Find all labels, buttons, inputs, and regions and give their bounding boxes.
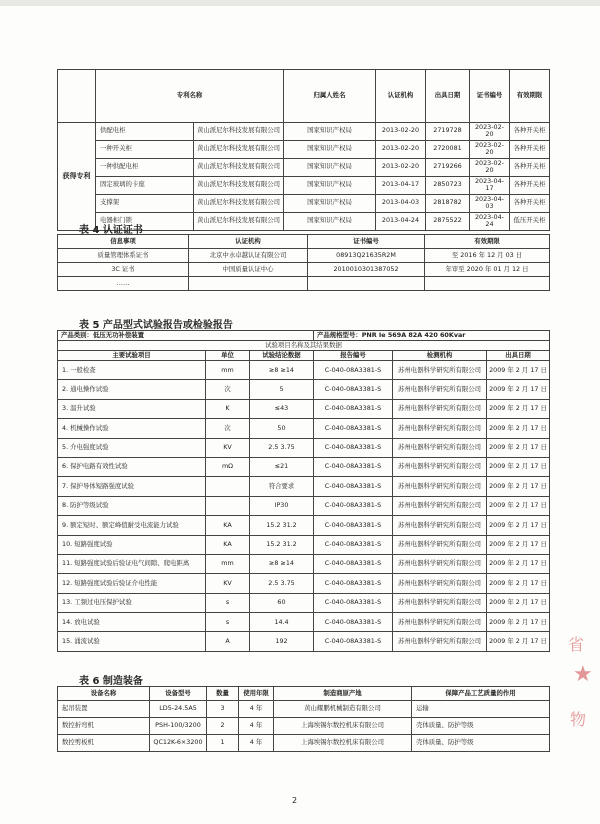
t5-cell: 苏州电器科学研究所有限公司: [393, 535, 487, 554]
patent-cell: 黄山派尼尔科技发展有限公司: [194, 140, 284, 158]
t5-row: [58, 361, 550, 380]
t6-header-cell: 数量: [207, 687, 239, 701]
t5-cell: 5. 介电强度试验: [58, 438, 206, 457]
t5-cell: ≤43: [250, 399, 314, 418]
t4-cell: [308, 277, 425, 291]
t6-cell: 数控剪板机: [58, 735, 150, 752]
t6-header-cell: 使用年限: [239, 687, 274, 701]
t5-header-cell: 主要试验项目: [58, 351, 206, 361]
t5-header-cell: 出具日期: [487, 351, 550, 361]
top-scan-edge: [0, 0, 600, 6]
t6-row: [58, 718, 550, 735]
patent-header-row: [58, 70, 550, 123]
t5-cell: 2.5 3.75: [250, 438, 314, 457]
patent-cell: 各种开关柜: [510, 140, 550, 158]
t5-row: [58, 496, 550, 515]
t4-row: [58, 263, 550, 277]
t5-cell: C-040-08A3381-S: [314, 399, 393, 418]
t5-cell: 2009 年 2 月 17 日: [487, 593, 550, 612]
t5-row: [58, 380, 550, 399]
t5-cell: C-040-08A3381-S: [314, 457, 393, 476]
t6-header-cell: 制造商原产地: [274, 687, 412, 701]
t5-cell: 次: [206, 380, 250, 399]
patent-cell: 国家知识产权局: [284, 140, 376, 158]
t5-cell: C-040-08A3381-S: [314, 574, 393, 593]
t5-cell: s: [206, 613, 250, 632]
t5-cell: 苏州电器科学研究所有限公司: [393, 477, 487, 496]
t5-cell: 60: [250, 593, 314, 612]
t5-cell: 14.4: [250, 613, 314, 632]
patent-cell: 供配电柜: [96, 122, 194, 140]
t6-cell: 运输: [412, 701, 550, 718]
t5-cell: 8. 防护等级试验: [58, 496, 206, 515]
t5-row: [58, 593, 550, 612]
t5-cell: 苏州电器科学研究所有限公司: [393, 613, 487, 632]
patent-cell: 2720081: [426, 140, 470, 158]
seal-stamp-char-2: 物: [570, 710, 587, 729]
t5-cell: 15.2 31.2: [250, 516, 314, 535]
t4-cell: 北京中水卓越认证有限公司: [189, 249, 308, 263]
t5-cell: C-040-08A3381-S: [314, 438, 393, 457]
patent-cell: 黄山派尼尔科技发展有限公司: [194, 194, 284, 212]
t5-cell: mm: [206, 554, 250, 573]
patent-cell: 一种供配电柜: [96, 158, 194, 176]
t4-row: [58, 277, 550, 291]
t6-cell: 壳体质量、防护等级: [412, 735, 550, 752]
patent-cell: 国家知识产权局: [284, 194, 376, 212]
t5-cell: 9. 额定短时、额定峰值耐受电流能力试验: [58, 516, 206, 535]
t5-cell: 2009 年 2 月 17 日: [487, 632, 550, 651]
patent-header-cell: 证书编号: [470, 70, 510, 123]
t5-header-cell: 单位: [206, 351, 250, 361]
t5-cell: 1. 一般检查: [58, 361, 206, 380]
patent-cell: 各种开关柜: [510, 176, 550, 194]
t4-header-cell: 有效期限: [425, 235, 550, 249]
t5-cell: 苏州电器科学研究所有限公司: [393, 593, 487, 612]
t5-cell: 10. 短路强度试验: [58, 535, 206, 554]
t5-row: [58, 554, 550, 573]
t5-cell: A: [206, 632, 250, 651]
patent-cell: 各种开关柜: [510, 122, 550, 140]
table5-title: 表 5 产品型式试验报告或检验报告: [79, 320, 233, 331]
patent-cell: 2875522: [426, 212, 470, 230]
patent-cell: 2023-02-20: [470, 158, 510, 176]
patent-cell: 黄山派尼尔科技发展有限公司: [194, 176, 284, 194]
t5-cell: 5: [250, 380, 314, 399]
t5-cell: mΩ: [206, 457, 250, 476]
t5-cell: C-040-08A3381-S: [314, 516, 393, 535]
t5-cell: 6. 保护电路有效性试验: [58, 457, 206, 476]
patent-category-cell: 获得专利: [58, 122, 96, 230]
t5-cell: 3. 温升试验: [58, 399, 206, 418]
t5-cell: 2009 年 2 月 17 日: [487, 613, 550, 632]
t5-cell: 2009 年 2 月 17 日: [487, 535, 550, 554]
patent-cell: 2013-04-17: [376, 176, 426, 194]
patent-cell: 国家知识产权局: [284, 122, 376, 140]
t5-cell: 苏州电器科学研究所有限公司: [393, 438, 487, 457]
t4-cell: 质量管理体系证书: [58, 249, 189, 263]
t5-cell: [206, 496, 250, 515]
patent-cell: 2023-02-20: [470, 140, 510, 158]
patent-cell: 2023-04-03: [470, 194, 510, 212]
table6-title: 表 6 制造装备: [79, 676, 143, 687]
t4-cell: 3C 证书: [58, 263, 189, 277]
equipment-table: [57, 686, 550, 752]
t5-cell: 2009 年 2 月 17 日: [487, 574, 550, 593]
patent-header-cell: 专利名称: [96, 70, 284, 123]
t5-cell: 苏州电器科学研究所有限公司: [393, 516, 487, 535]
t5-cell: KV: [206, 438, 250, 457]
t5-row: [58, 516, 550, 535]
patent-row: [58, 158, 550, 176]
patent-cell: 各种开关柜: [510, 194, 550, 212]
patent-cell: 2023-02-20: [470, 122, 510, 140]
t5-row: [58, 457, 550, 476]
t4-header-cell: 认证机构: [189, 235, 308, 249]
t5-cell: C-040-08A3381-S: [314, 613, 393, 632]
t5-row: [58, 574, 550, 593]
t5-cell: ≤21: [250, 457, 314, 476]
t5-cell: 苏州电器科学研究所有限公司: [393, 380, 487, 399]
t5-header-cell: 试验结论数据: [250, 351, 314, 361]
t5-cell: 2009 年 2 月 17 日: [487, 496, 550, 515]
t5-row: [58, 438, 550, 457]
t5-cell: 苏州电器科学研究所有限公司: [393, 419, 487, 438]
t6-cell: PSH-100/3200: [150, 718, 207, 735]
patent-cell: 2013-02-20: [376, 140, 426, 158]
t5-product-row: [58, 331, 550, 341]
t5-header-cell: 报告编号: [314, 351, 393, 361]
patent-header-cell: 出具日期: [426, 70, 470, 123]
t5-cell: 15.2 31.2: [250, 535, 314, 554]
t4-cell: [189, 277, 308, 291]
t5-cell: 苏州电器科学研究所有限公司: [393, 574, 487, 593]
t5-row: [58, 419, 550, 438]
t5-cell: IP30: [250, 496, 314, 515]
t5-cell: C-040-08A3381-S: [314, 632, 393, 651]
patent-row: [58, 140, 550, 158]
t5-cell: KA: [206, 516, 250, 535]
t5-cell: 苏州电器科学研究所有限公司: [393, 399, 487, 418]
patent-header-cell: 认证机构: [376, 70, 426, 123]
t6-cell: 数控折弯机: [58, 718, 150, 735]
patent-cell: 黄山派尼尔科技发展有限公司: [194, 212, 284, 230]
t6-cell: 4 年: [239, 701, 274, 718]
patent-row: [58, 122, 550, 140]
t5-cell: 2009 年 2 月 17 日: [487, 380, 550, 399]
t4-header-cell: 证书编号: [308, 235, 425, 249]
t4-cell: ……: [58, 277, 189, 291]
t4-cell: 2010010301387052: [308, 263, 425, 277]
t6-cell: 上海埃锡尔数控机床有限公司: [274, 718, 412, 735]
t5-cell: 2009 年 2 月 17 日: [487, 419, 550, 438]
t5-cell: 次: [206, 419, 250, 438]
patent-cell: 2013-02-20: [376, 158, 426, 176]
patent-cell: 国家知识产权局: [284, 212, 376, 230]
patent-cell: 2023-04-17: [470, 176, 510, 194]
t5-cell: C-040-08A3381-S: [314, 535, 393, 554]
t5-product-spec: 产品规格型号：PNR Ie 569A 82A 420 60Kvar: [314, 331, 550, 341]
t5-cell: s: [206, 593, 250, 612]
certificate-table: [57, 234, 550, 291]
t5-row: [58, 477, 550, 496]
patent-cell: 2023-04-24: [470, 212, 510, 230]
patent-cell: 2818782: [426, 194, 470, 212]
t6-cell: 起吊装置: [58, 701, 150, 718]
t5-cell: 14. 放电试验: [58, 613, 206, 632]
patent-header-cell: 归属人姓名: [284, 70, 376, 123]
t6-cell: LD5-24.5A5: [150, 701, 207, 718]
t4-header-row: [58, 235, 550, 249]
t6-cell: 3: [207, 701, 239, 718]
t6-header-row: [58, 687, 550, 701]
patent-cell: 黄山派尼尔科技发展有限公司: [194, 122, 284, 140]
patent-blank-cell: [58, 70, 96, 123]
t5-cell: 192: [250, 632, 314, 651]
t5-header-cell: 检测机构: [393, 351, 487, 361]
patent-cell: 国家知识产权局: [284, 158, 376, 176]
t5-subheader: 试验项目名称及其结果数据: [58, 341, 550, 351]
t6-cell: 壳体质量、防护等级: [412, 718, 550, 735]
t5-cell: C-040-08A3381-S: [314, 554, 393, 573]
patent-cell: 支撑架: [96, 194, 194, 212]
t5-cell: [206, 477, 250, 496]
page-number: 2: [292, 796, 298, 805]
t6-cell: 黄山耀鹏机械制造有限公司: [274, 701, 412, 718]
t4-row: [58, 249, 550, 263]
patent-cell: 固定玻璃的卡座: [96, 176, 194, 194]
t5-cell: 2. 通电操作试验: [58, 380, 206, 399]
t6-row: [58, 701, 550, 718]
t6-cell: QC12K-6×3200: [150, 735, 207, 752]
t5-cell: C-040-08A3381-S: [314, 496, 393, 515]
t5-product-class: 产品类别：低压无功补偿装置: [58, 331, 314, 341]
t5-cell: 苏州电器科学研究所有限公司: [393, 361, 487, 380]
t6-row: [58, 735, 550, 752]
t5-cell: 15. 涌流试验: [58, 632, 206, 651]
patent-cell: 国家知识产权局: [284, 176, 376, 194]
t5-cell: KA: [206, 535, 250, 554]
t5-cell: 2009 年 2 月 17 日: [487, 477, 550, 496]
patent-cell: 2850723: [426, 176, 470, 194]
t6-cell: 1: [207, 735, 239, 752]
t5-cell: 符合要求: [250, 477, 314, 496]
t5-cell: ≥8 ≥14: [250, 361, 314, 380]
t4-cell: 年审至 2020 年 01 月 12 日: [425, 263, 550, 277]
t6-header-cell: 设备名称: [58, 687, 150, 701]
t6-cell: 4 年: [239, 718, 274, 735]
t5-cell: C-040-08A3381-S: [314, 380, 393, 399]
t5-row: [58, 632, 550, 651]
t5-cell: C-040-08A3381-S: [314, 593, 393, 612]
seal-stamp-char-1: 省: [568, 635, 585, 654]
t5-cell: 2009 年 2 月 17 日: [487, 361, 550, 380]
t5-cell: 13. 工频过电压保护试验: [58, 593, 206, 612]
patent-cell: 2719728: [426, 122, 470, 140]
t5-cell: 2009 年 2 月 17 日: [487, 438, 550, 457]
t5-cell: mm: [206, 361, 250, 380]
t5-cell: 2009 年 2 月 17 日: [487, 457, 550, 476]
t5-cell: 2009 年 2 月 17 日: [487, 516, 550, 535]
patent-cell: 各种开关柜: [510, 158, 550, 176]
t5-cell: C-040-08A3381-S: [314, 361, 393, 380]
t6-cell: 2: [207, 718, 239, 735]
patent-cell: 一种开关柜: [96, 140, 194, 158]
t5-cell: C-040-08A3381-S: [314, 419, 393, 438]
t6-cell: 上海埃锡尔数控机床有限公司: [274, 735, 412, 752]
t5-cell: 7. 保护导体短路强度试验: [58, 477, 206, 496]
t5-cell: 50: [250, 419, 314, 438]
t5-cell: 苏州电器科学研究所有限公司: [393, 632, 487, 651]
patent-cell: 黄山派尼尔科技发展有限公司: [194, 158, 284, 176]
t5-header-row: [58, 351, 550, 361]
t4-cell: 中国质量认证中心: [189, 263, 308, 277]
t5-cell: K: [206, 399, 250, 418]
t5-cell: KV: [206, 574, 250, 593]
patent-header-cell: 有效期限: [510, 70, 550, 123]
t5-cell: C-040-08A3381-S: [314, 477, 393, 496]
t5-cell: ≥8 ≥14: [250, 554, 314, 573]
t6-cell: 4 年: [239, 735, 274, 752]
t5-cell: 11. 短路强度试验后验证电气间隙、爬电距离: [58, 554, 206, 573]
patent-row: [58, 176, 550, 194]
t4-header-cell: 信息事项: [58, 235, 189, 249]
patent-table: [57, 69, 550, 231]
t5-row: [58, 399, 550, 418]
t5-row: [58, 535, 550, 554]
t6-header-cell: 保障产品工艺质量的作用: [412, 687, 550, 701]
t5-subheader-row: [58, 341, 550, 351]
t4-cell: 至 2016 年 12 月 03 日: [425, 249, 550, 263]
t5-cell: 12. 短路强度试验后验证介电性能: [58, 574, 206, 593]
t5-cell: 苏州电器科学研究所有限公司: [393, 457, 487, 476]
seal-stamp-star: ★: [573, 662, 593, 687]
test-report-table: [57, 330, 550, 652]
patent-cell: 电器柜门锁: [96, 212, 194, 230]
t5-cell: 2009 年 2 月 17 日: [487, 399, 550, 418]
t4-cell: [425, 277, 550, 291]
t4-cell: 08913Q21635R2M: [308, 249, 425, 263]
t5-cell: 2.5 3.75: [250, 574, 314, 593]
patent-cell: 低压开关柜: [510, 212, 550, 230]
t5-cell: 苏州电器科学研究所有限公司: [393, 496, 487, 515]
patent-cell: 2719266: [426, 158, 470, 176]
patent-cell: 2013-04-24: [376, 212, 426, 230]
t5-cell: 苏州电器科学研究所有限公司: [393, 554, 487, 573]
patent-cell: 2013-04-03: [376, 194, 426, 212]
table4-title: 表 4 认证证书: [79, 225, 143, 236]
t5-row: [58, 613, 550, 632]
patent-cell: 2013-02-20: [376, 122, 426, 140]
patent-row: [58, 194, 550, 212]
t5-cell: 4. 机械操作试验: [58, 419, 206, 438]
t5-cell: 2009 年 2 月 17 日: [487, 554, 550, 573]
t6-header-cell: 设备型号: [150, 687, 207, 701]
